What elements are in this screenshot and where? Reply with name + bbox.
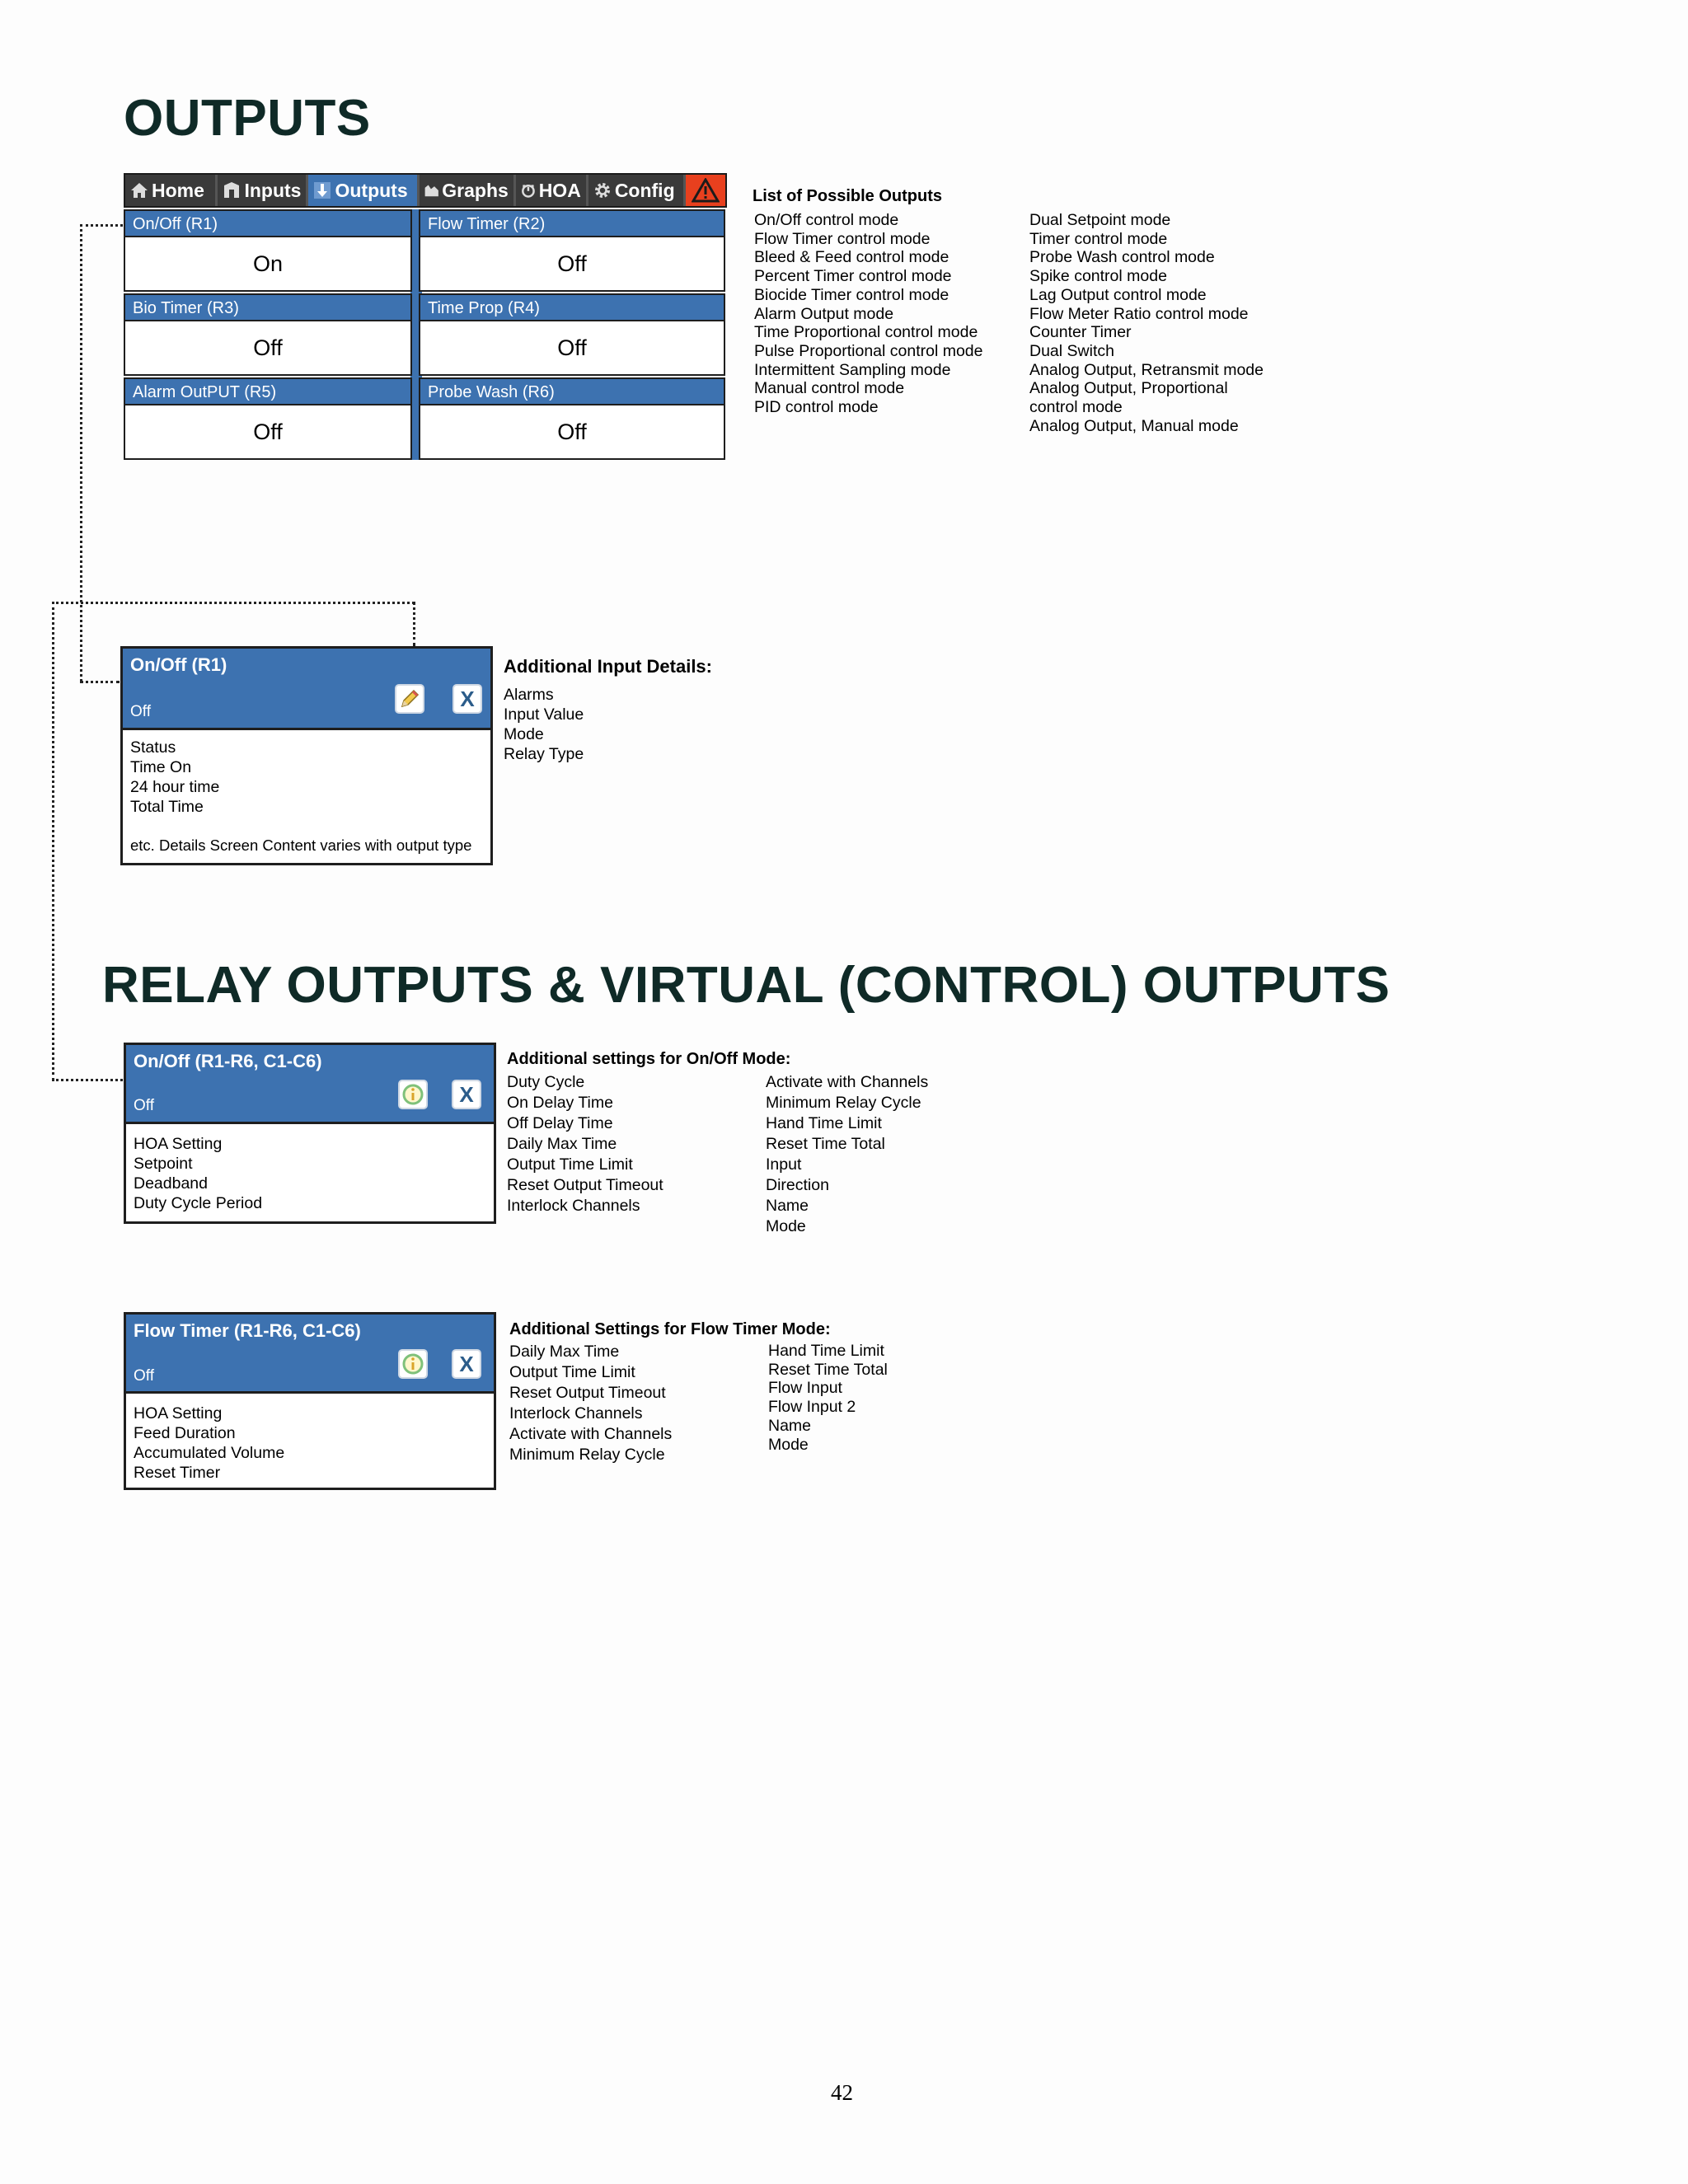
list-item: Reset Output Timeout [509, 1384, 666, 1402]
flow-timer-card [124, 1312, 496, 1490]
list-item: On/Off control mode [754, 211, 899, 229]
page-number: 42 [831, 2080, 853, 2105]
list-item: PID control mode [754, 398, 879, 417]
connector-line [80, 224, 82, 682]
list-item: Daily Max Time [507, 1135, 617, 1153]
list-item: Reset Output Timeout [507, 1176, 663, 1194]
output-label: Flow Timer (R2) [419, 209, 725, 236]
tab-label: Graphs [442, 179, 509, 201]
additional-input-list [504, 685, 584, 764]
flow-settings-col1 [509, 1342, 672, 1465]
output-tile-r1[interactable] [124, 209, 412, 292]
list-item: Input [766, 1155, 802, 1174]
connector-line [413, 602, 415, 646]
close-button[interactable] [452, 1080, 481, 1109]
tab-label: Inputs [244, 179, 302, 201]
list-item: Lag Output control mode [1029, 285, 1207, 304]
list-item: Dual Switch [1029, 341, 1114, 360]
list-item: Minimum Relay Cycle [766, 1094, 921, 1112]
field-label: Setpoint [134, 1155, 193, 1173]
output-value: Off [419, 404, 725, 460]
section-title: RELAY OUTPUTS & VIRTUAL (CONTROL) OUTPUTS [102, 957, 1390, 1014]
list-item: Name [768, 1416, 812, 1435]
card-title: On/Off (R1) [130, 654, 227, 675]
list-item: Name [766, 1197, 809, 1215]
list-item: Bleed & Feed control mode [754, 248, 950, 267]
tab-graphs[interactable] [420, 175, 516, 206]
card-fields [134, 1404, 284, 1483]
possible-outputs-col1 [754, 211, 983, 417]
list-item: Intermittent Sampling mode [754, 360, 951, 379]
list-item: Biocide Timer control mode [754, 285, 950, 304]
tab-label: Config [614, 179, 675, 201]
nav-bar [124, 173, 727, 208]
card-fields [130, 738, 219, 817]
output-tile-r5[interactable] [124, 377, 412, 460]
list-item: Probe Wash control mode [1029, 248, 1215, 267]
card-footnote: etc. Details Screen Content varies with output type [130, 837, 472, 854]
field-label: Reset Timer [134, 1464, 221, 1482]
list-item: Daily Max Time [509, 1343, 620, 1361]
list-item: Timer control mode [1029, 229, 1168, 248]
output-value: Off [124, 320, 412, 376]
output-value: On [124, 236, 412, 292]
list-item: Alarm Output mode [754, 304, 894, 323]
card-title: On/Off (R1-R6, C1-C6) [134, 1051, 322, 1071]
field-label: Time On [130, 758, 192, 776]
card-fields [134, 1134, 262, 1213]
tab-hoa[interactable] [516, 175, 588, 206]
field-label: Status [130, 738, 176, 757]
list-item: control mode [1029, 398, 1123, 417]
card-header [123, 649, 490, 730]
field-label: Total Time [130, 798, 204, 816]
output-tile-r6[interactable] [419, 377, 725, 460]
list-item: Hand Time Limit [768, 1342, 884, 1360]
output-value: Off [419, 236, 725, 292]
list-item: Analog Output, Retransmit mode [1029, 360, 1264, 379]
close-icon: X [459, 1081, 474, 1107]
list-item: Relay Type [504, 745, 584, 763]
list-item: Spike control mode [1029, 267, 1167, 286]
tab-outputs[interactable] [308, 175, 419, 206]
field-label: Accumulated Volume [134, 1444, 285, 1462]
field-label: Duty Cycle Period [134, 1194, 263, 1212]
list-item: Flow Timer control mode [754, 229, 931, 248]
info-icon [401, 1352, 424, 1376]
list-item: Reset Time Total [766, 1135, 885, 1153]
output-value: Off [419, 320, 725, 376]
list-item: Counter Timer [1029, 323, 1132, 342]
list-item: Analog Output, Manual mode [1029, 416, 1239, 435]
field-label: HOA Setting [134, 1135, 223, 1153]
card-header [126, 1045, 494, 1124]
list-item: Output Time Limit [507, 1155, 633, 1174]
outputs-grid [124, 209, 725, 462]
onoff-mode-card [124, 1043, 496, 1224]
list-item: Flow Input [768, 1379, 842, 1398]
list-item: Off Delay Time [507, 1114, 613, 1132]
warning-icon [692, 178, 720, 203]
card-status: Off [134, 1367, 154, 1385]
list-item: Flow Meter Ratio control mode [1029, 304, 1249, 323]
page-title: OUTPUTS [124, 90, 371, 147]
output-label: Alarm OutPUT (R5) [124, 377, 412, 404]
connector-line [52, 602, 415, 604]
onoff-settings-title: Additional settings for On/Off Mode: [507, 1050, 791, 1068]
list-item: Analog Output, Proportional [1029, 379, 1228, 398]
field-label: 24 hour time [130, 778, 220, 796]
hoa-icon [520, 180, 537, 200]
list-item: Input Value [504, 705, 584, 724]
list-item: On Delay Time [507, 1094, 613, 1112]
output-label: Probe Wash (R6) [419, 377, 725, 404]
info-button[interactable] [398, 1080, 428, 1109]
possible-outputs-title: List of Possible Outputs [753, 187, 943, 205]
card-status: Off [130, 703, 151, 720]
list-item: Time Proportional control mode [754, 323, 978, 342]
field-label: Deadband [134, 1174, 208, 1193]
additional-input-title: Additional Input Details: [504, 656, 712, 677]
inputs-icon [222, 180, 241, 200]
info-button[interactable] [398, 1349, 428, 1379]
tab-inputs[interactable] [218, 175, 308, 206]
close-button[interactable] [452, 1349, 481, 1379]
list-item: Dual Setpoint mode [1029, 211, 1171, 229]
output-tile-r3[interactable] [124, 293, 412, 376]
close-icon: X [459, 1351, 474, 1376]
list-item: Activate with Channels [766, 1073, 929, 1091]
field-label: Feed Duration [134, 1424, 236, 1442]
list-item: Direction [766, 1176, 829, 1194]
onoff-settings-col2 [766, 1072, 928, 1237]
list-item: Interlock Channels [507, 1197, 640, 1215]
list-item: Manual control mode [754, 379, 905, 398]
flow-settings-col2 [768, 1342, 888, 1454]
list-item: Alarms [504, 686, 554, 704]
list-item: Activate with Channels [509, 1425, 673, 1443]
outputs-icon [312, 180, 332, 200]
output-label: Bio Timer (R3) [124, 293, 412, 320]
connector-line [80, 681, 120, 683]
field-label: HOA Setting [134, 1404, 223, 1422]
output-tile-r4[interactable] [419, 293, 725, 376]
output-value: Off [124, 404, 412, 460]
list-item: Mode [504, 725, 544, 743]
close-button[interactable] [452, 684, 482, 714]
list-item: Interlock Channels [509, 1404, 643, 1422]
list-item: Reset Time Total [768, 1360, 888, 1379]
edit-button[interactable] [395, 684, 424, 714]
alarm-button[interactable] [686, 175, 725, 206]
onoff-settings-col1 [507, 1072, 663, 1216]
info-icon [401, 1083, 424, 1106]
card-title: Flow Timer (R1-R6, C1-C6) [134, 1320, 361, 1341]
possible-outputs-col2 [1029, 211, 1264, 435]
tab-label: Outputs [335, 179, 408, 201]
tab-label: HOA [538, 179, 581, 201]
output-detail-card [120, 646, 493, 865]
list-item: Duty Cycle [507, 1073, 585, 1091]
tab-home[interactable] [125, 175, 218, 206]
tab-label: Home [152, 179, 204, 201]
list-item: Hand Time Limit [766, 1114, 882, 1132]
list-item: Flow Input 2 [768, 1398, 856, 1417]
card-status: Off [134, 1097, 154, 1114]
list-item: Pulse Proportional control mode [754, 341, 983, 360]
list-item: Mode [766, 1217, 806, 1235]
home-icon [129, 180, 149, 200]
tab-config[interactable] [588, 175, 686, 206]
list-item: Mode [768, 1435, 809, 1454]
connector-line [52, 602, 54, 1080]
connector-line [52, 1079, 123, 1081]
output-label: Time Prop (R4) [419, 293, 725, 320]
close-icon: X [460, 686, 475, 711]
connector-line [80, 224, 123, 227]
output-tile-r2[interactable] [419, 209, 725, 292]
output-label: On/Off (R1) [124, 209, 412, 236]
graphs-icon [424, 180, 439, 200]
gear-icon [593, 180, 612, 200]
list-item: Output Time Limit [509, 1363, 635, 1381]
list-item: Percent Timer control mode [754, 267, 952, 286]
card-header [126, 1315, 494, 1394]
list-item: Minimum Relay Cycle [509, 1446, 665, 1464]
pencil-icon [399, 688, 420, 710]
flow-settings-title: Additional Settings for Flow Timer Mode: [509, 1320, 831, 1338]
